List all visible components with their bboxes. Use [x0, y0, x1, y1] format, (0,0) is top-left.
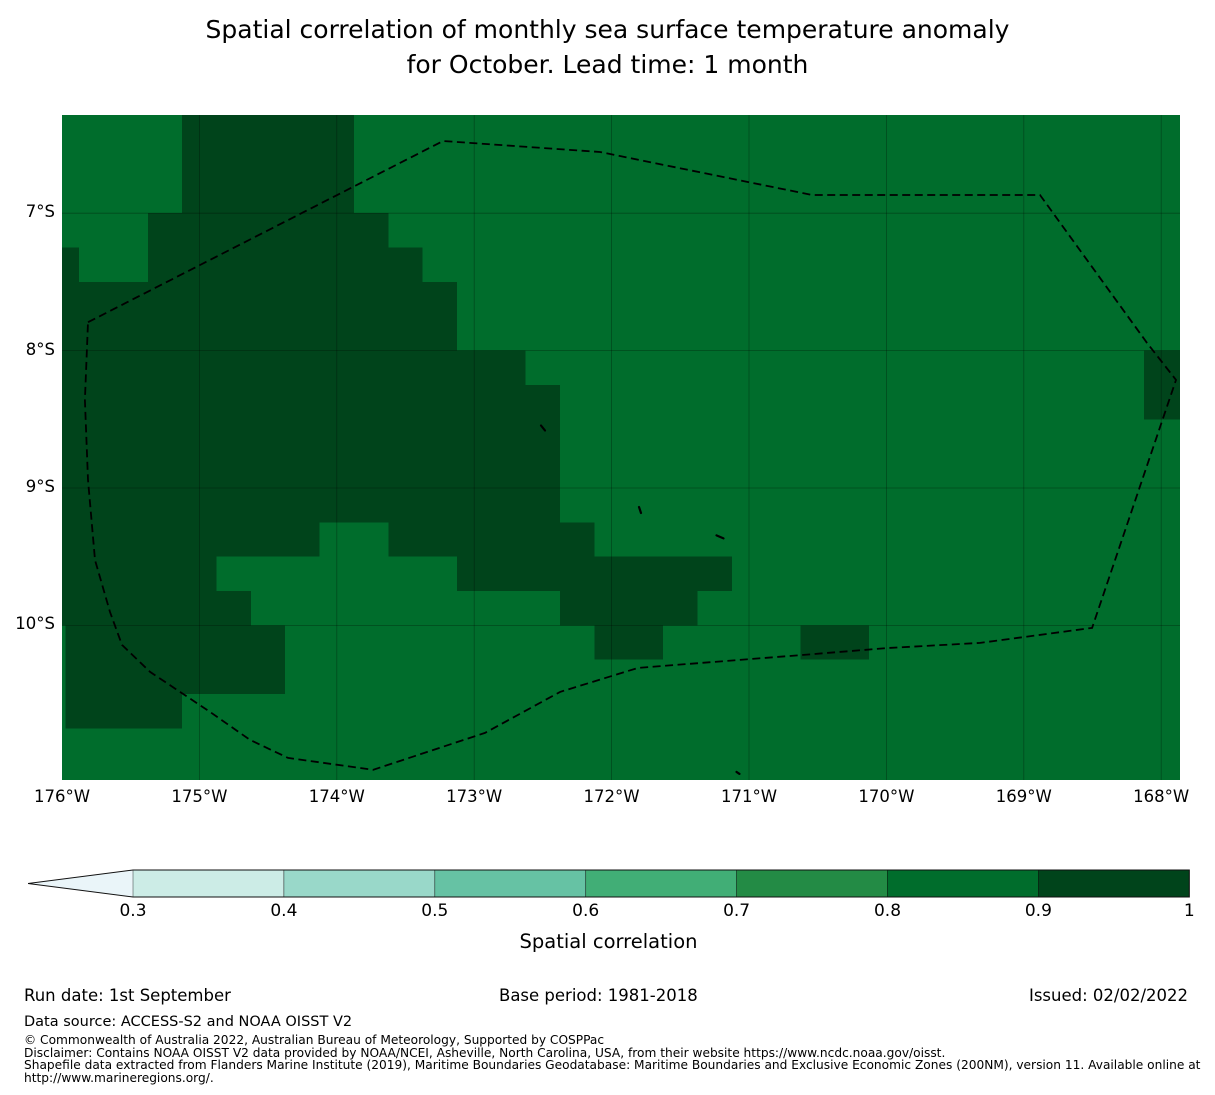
fine-print	[24, 1034, 1214, 1084]
x-tick-label: 168°W	[1133, 787, 1190, 806]
run-date-text: Run date: 1st September	[24, 986, 231, 1005]
high-correlation-cell	[388, 522, 594, 556]
high-correlation-cell	[182, 625, 285, 694]
high-correlation-cell	[801, 625, 870, 659]
colorbar-band	[737, 870, 888, 897]
y-tick-label: 9°S	[25, 477, 55, 497]
colorbar-tick-label: 0.9	[1024, 901, 1052, 921]
colorbar-tick-label: 0.5	[421, 901, 449, 921]
x-tick-label: 169°W	[995, 787, 1052, 806]
colorbar-under-arrow	[28, 870, 133, 897]
high-correlation-cell	[457, 557, 732, 591]
high-correlation-cell	[62, 282, 457, 351]
x-tick-label: 176°W	[33, 787, 91, 806]
colorbar-tick-label: 0.6	[572, 901, 600, 921]
x-tick-label: 175°W	[171, 787, 228, 806]
colorbar-band	[133, 870, 284, 897]
colorbar-label: Spatial correlation	[519, 930, 698, 953]
base-period-text: Base period: 1981-2018	[499, 986, 698, 1005]
high-correlation-cell	[62, 557, 217, 591]
high-correlation-cell	[148, 248, 423, 282]
high-correlation-cell	[594, 625, 663, 659]
chart-title-line1: Spatial correlation of monthly sea surface temperature anomaly	[205, 15, 1010, 44]
colorbar-tick-label: 0.7	[723, 901, 751, 921]
disclaimer-line: Disclaimer: Contains NOAA OISST V2 data provided by NOAA/NCEI, Asheville, North Carolina, USA, from their website https://www.ncdc.noaa.gov/oisst.	[24, 1045, 946, 1060]
high-correlation-cell	[62, 351, 526, 385]
high-correlation-cell	[62, 522, 320, 556]
marineregions-link: http://www.marineregions.org/.	[24, 1070, 214, 1085]
high-correlation-cell	[182, 115, 354, 213]
colorbar-band	[1038, 870, 1189, 897]
x-tick-label: 173°W	[446, 787, 503, 806]
x-tick-label: 170°W	[858, 787, 915, 806]
x-tick-label: 172°W	[583, 787, 640, 806]
colorbar-tick-label: 1	[1183, 901, 1195, 921]
correlation-map	[62, 115, 1180, 780]
colorbar-tick-label: 0.3	[119, 901, 147, 921]
colorbar-band	[888, 870, 1039, 897]
colorbar-tick-label: 0.4	[270, 901, 298, 921]
shapefile-line: Shapefile data extracted from Flanders Marine Institute (2019), Maritime Boundaries Geodatabase: Maritime Boundaries and Exclusive Economic Zones (200NM), version 11. Available online at	[24, 1058, 1201, 1073]
copyright-line: © Commonwealth of Australia 2022, Australian Bureau of Meteorology, Supported by COSPPac	[24, 1033, 605, 1047]
x-tick-label: 171°W	[720, 787, 778, 806]
colorbar-band	[435, 870, 586, 897]
high-correlation-cell	[560, 591, 697, 625]
high-correlation-cell	[65, 625, 182, 728]
y-tick-label: 7°S	[25, 202, 55, 222]
data-source-text: Data source: ACCESS-S2 and NOAA OISST V2	[24, 1014, 353, 1030]
high-correlation-cell	[62, 385, 560, 522]
y-tick-label: 10°S	[15, 614, 55, 634]
chart-title-line2: for October. Lead time: 1 month	[406, 50, 809, 79]
x-tick-label: 174°W	[308, 787, 365, 806]
colorbar-band	[284, 870, 435, 897]
y-tick-label: 8°S	[25, 339, 55, 359]
high-correlation-cell	[62, 248, 79, 282]
high-correlation-cell	[62, 591, 251, 625]
colorbar	[28, 867, 1198, 901]
issued-date-text: Issued: 02/02/2022	[1028, 986, 1188, 1005]
colorbar-band	[586, 870, 737, 897]
colorbar-tick-label: 0.8	[873, 901, 902, 921]
